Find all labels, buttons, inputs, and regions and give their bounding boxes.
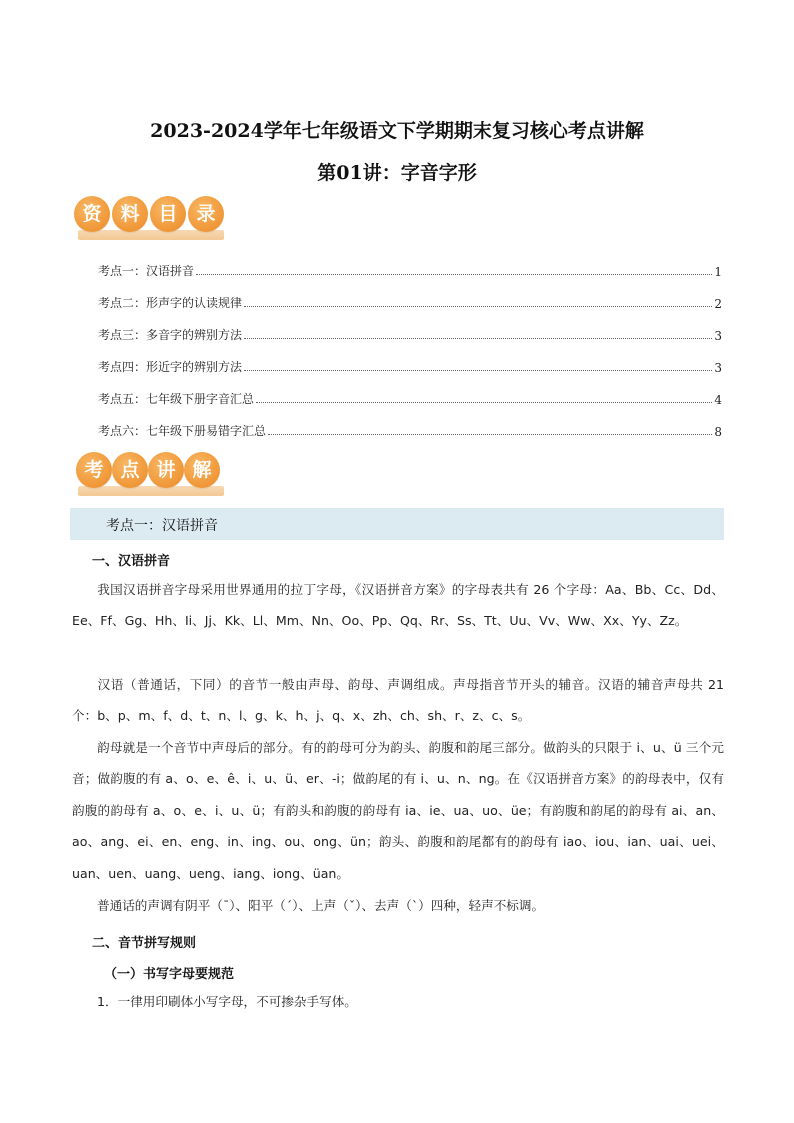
banner-char: 讲 bbox=[148, 452, 184, 488]
toc-item-page: 4 bbox=[714, 393, 722, 407]
banner-char: 录 bbox=[188, 196, 224, 232]
toc-item-label: 考点三：多音字的辨别方法 bbox=[98, 328, 243, 342]
lecture-banner bbox=[72, 452, 232, 502]
banner-char: 料 bbox=[112, 196, 148, 232]
toc-item-page: 3 bbox=[714, 361, 722, 375]
toc-banner bbox=[72, 196, 232, 246]
banner-char: 点 bbox=[112, 452, 148, 488]
toc-leader bbox=[244, 370, 712, 371]
toc-leader bbox=[244, 338, 712, 339]
toc-item[interactable] bbox=[98, 293, 722, 311]
document-subtitle: 第01讲：字音字形 bbox=[317, 162, 477, 184]
section-header-bar bbox=[70, 508, 724, 540]
toc-item-page: 1 bbox=[714, 265, 722, 279]
banner-char: 考 bbox=[76, 452, 112, 488]
paragraph-tones: 普通话的声调有阴平（ˉ）、阳平（ˊ）、上声（ˇ）、去声（ˋ）四种，轻声不标调。 bbox=[97, 898, 545, 913]
document-title: 2023-2024学年七年级语文下学期期末复习核心考点讲解 bbox=[150, 120, 644, 142]
toc-leader bbox=[196, 274, 712, 275]
toc-item-label: 考点五：七年级下册字音汇总 bbox=[98, 392, 255, 406]
banner-char: 解 bbox=[184, 452, 220, 488]
toc-item[interactable] bbox=[98, 357, 722, 375]
toc-item-label: 考点二：形声字的认读规律 bbox=[98, 296, 243, 310]
paragraph-finals: 韵母就是一个音节中声母后的部分。有的韵母可分为韵头、韵腹和韵尾三部分。做韵头的只限于 i、u、ü 三个元音；做韵腹的有 a、o、e、ê、i、u、ü、er、-i；做韵尾的有 i、u、n、ng。在《汉语拼音方案》的韵母表中，仅有韵腹的韵母有 a、o、e、i、u、ü；有韵头和韵腹的韵母有 ia、ie、ua、uo、üe；有韵腹和韵尾的韵母有 ai、an、ao、ang、ei、en、eng、in、ing、ou、ong、ün；韵头、韵腹和韵尾都有的韵母有 iao、iou、ian、uai、uei、uan、uen、uang、ueng、iang、iong、üan。 bbox=[72, 740, 724, 881]
toc-item-label: 考点六：七年级下册易错字汇总 bbox=[98, 424, 267, 438]
banner-char: 资 bbox=[74, 196, 110, 232]
toc-item-page: 3 bbox=[714, 329, 722, 343]
toc-item[interactable] bbox=[98, 261, 722, 279]
toc-item[interactable] bbox=[98, 389, 722, 407]
toc-item-page: 2 bbox=[714, 297, 722, 311]
banner-char: 目 bbox=[150, 196, 186, 232]
toc-item-label: 考点四：形近字的辨别方法 bbox=[98, 360, 243, 374]
toc-leader bbox=[268, 434, 712, 435]
toc-item[interactable] bbox=[98, 325, 722, 343]
toc-item[interactable] bbox=[98, 421, 722, 439]
heading-pinyin: 一、汉语拼音 bbox=[92, 554, 171, 569]
toc-leader bbox=[244, 306, 712, 307]
toc-item-label: 考点一：汉语拼音 bbox=[98, 264, 195, 278]
heading-writing-standard: （一）书写字母要规范 bbox=[104, 967, 235, 982]
toc-item-page: 8 bbox=[714, 425, 722, 439]
paragraph-initials: 汉语（普通话，下同）的音节一般由声母、韵母、声调组成。声母指音节开头的辅音。汉语的辅音声母共 21 个：b、p、m、f、d、t、n、l、g、k、h、j、q、x、zh、ch、sh、r、z、c、s。 bbox=[72, 677, 724, 724]
toc-leader bbox=[256, 402, 712, 403]
heading-spelling-rules: 二、音节拼写规则 bbox=[92, 936, 197, 951]
section-title: 考点一：汉语拼音 bbox=[106, 518, 218, 534]
paragraph-alphabet: 我国汉语拼音字母采用世界通用的拉丁字母，《汉语拼音方案》的字母表共有 26 个字母：Aa、Bb、Cc、Dd、Ee、Ff、Gg、Hh、Ii、Jj、Kk、Ll、Mm、Nn、Oo、Pp、Qq、Rr、Ss、Tt、Uu、Vv、Ww、Xx、Yy、Zz。 bbox=[72, 582, 724, 629]
paragraph-rule-1: 1．一律用印刷体小写字母，不可掺杂手写体。 bbox=[97, 994, 357, 1009]
